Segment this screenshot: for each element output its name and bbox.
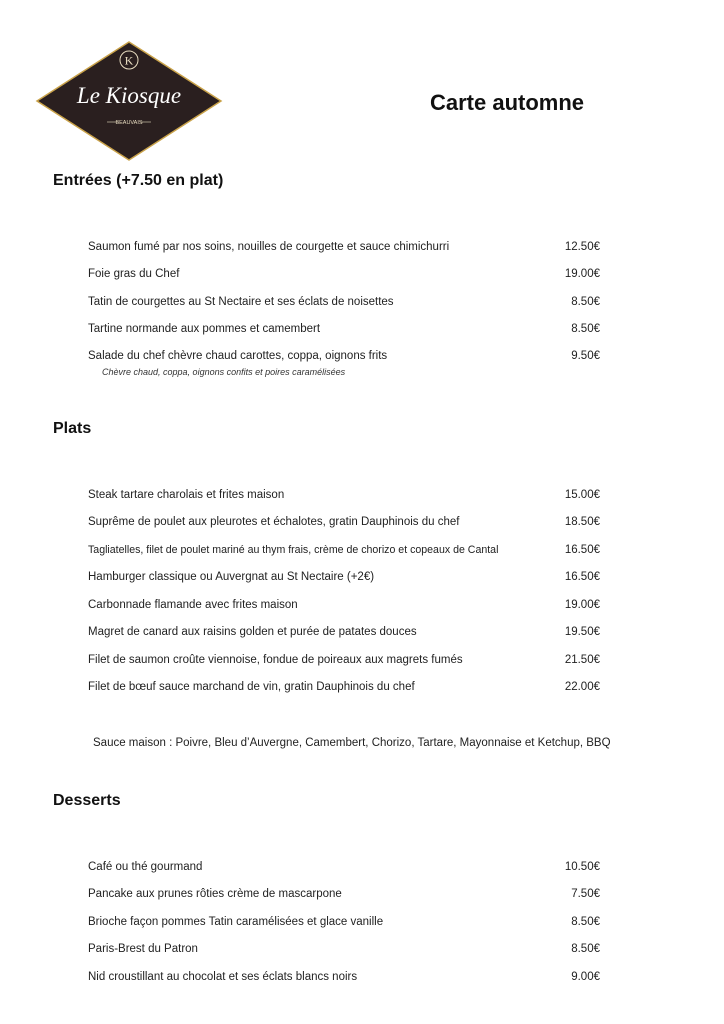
item-price: 9.50€ [571, 350, 600, 362]
menu-item [88, 568, 600, 586]
item-name: Pancake aux prunes rôties crème de mascarpone [88, 888, 342, 900]
item-price: 10.50€ [564, 861, 600, 873]
item-name: Suprême de poulet aux pleurotes et échalotes, gratin Dauphinois du chef [88, 516, 460, 528]
item-price: 19.00€ [564, 268, 600, 280]
menu-item [88, 293, 600, 311]
logo-name: Le Kiosque [76, 83, 182, 108]
menu-title: Carte automne [430, 90, 585, 115]
item-name: Brioche façon pommes Tatin caramélisées et glace vanille [88, 916, 384, 928]
menu-item [88, 940, 600, 958]
item-price: 16.50€ [564, 544, 600, 556]
menu-item [88, 913, 600, 931]
item-price: 8.50€ [571, 916, 600, 928]
item-name: Saumon fumé par nos soins, nouilles de courgette et sauce chimichurri [88, 241, 450, 253]
item-price: 8.50€ [571, 323, 600, 335]
item-price: 22.00€ [564, 681, 600, 693]
menu-item [88, 486, 600, 504]
logo-diamond [35, 40, 223, 162]
item-price: 21.50€ [564, 654, 600, 666]
item-description: Chèvre chaud, coppa, oignons confits et poires caramélisées [102, 367, 346, 377]
section-title-desserts: Desserts [53, 792, 121, 809]
item-name: Tatin de courgettes au St Nectaire et ses éclats de noisettes [88, 296, 394, 308]
menu-item [88, 623, 600, 641]
item-name: Magret de canard aux raisins golden et purée de patates douces [88, 626, 417, 638]
item-name: Steak tartare charolais et frites maison [88, 489, 285, 501]
item-price: 7.50€ [571, 888, 600, 900]
item-price: 8.50€ [571, 943, 600, 955]
item-name: Carbonnade flamande avec frites maison [88, 599, 298, 611]
section-title-plats: Plats [53, 420, 92, 437]
item-name: Tagliatelles, filet de poulet mariné au thym frais, crème de chorizo et copeaux de Cantal [88, 544, 499, 556]
item-name: Filet de saumon croûte viennoise, fondue de poireaux aux magrets fumés [88, 654, 463, 666]
item-price: 16.50€ [564, 571, 600, 583]
item-name: Nid croustillant au chocolat et ses éclats blancs noirs [88, 971, 358, 983]
logo-city: BEAUVAIS [115, 120, 143, 126]
item-name: Filet de bœuf sauce marchand de vin, gratin Dauphinois du chef [88, 681, 415, 693]
item-name: Tartine normande aux pommes et camembert [88, 323, 321, 335]
item-price: 12.50€ [564, 241, 600, 253]
menu-item [88, 238, 600, 256]
menu-item [88, 651, 600, 669]
item-price: 8.50€ [571, 296, 600, 308]
item-name: Salade du chef chèvre chaud carottes, coppa, oignons frits [88, 350, 388, 362]
menu-item [88, 541, 600, 559]
item-name: Café ou thé gourmand [88, 861, 203, 873]
menu-item [88, 885, 600, 903]
menu-item [88, 858, 600, 876]
item-price: 19.00€ [564, 599, 600, 611]
section-title-entrees: Entrées (+7.50 en plat) [53, 172, 224, 189]
item-price: 19.50€ [564, 626, 600, 638]
menu-item [88, 265, 600, 283]
menu-item [88, 596, 600, 614]
item-name: Foie gras du Chef [88, 268, 180, 280]
restaurant-logo [35, 40, 223, 162]
item-price: 9.00€ [571, 971, 600, 983]
item-price: 15.00€ [564, 489, 600, 501]
sauce-note: Sauce maison : Poivre, Bleu d’Auvergne, Camembert, Chorizo, Tartare, Mayonnaise et Ketchup, BBQ [93, 737, 611, 749]
menu-item [88, 968, 600, 986]
item-name: Paris-Brest du Patron [88, 943, 198, 955]
item-price: 18.50€ [564, 516, 600, 528]
menu-item [88, 347, 600, 377]
item-name: Hamburger classique ou Auvergnat au St Nectaire (+2€) [88, 571, 375, 583]
menu-item [88, 320, 600, 338]
logo-letter: K [124, 53, 134, 68]
menu-item [88, 678, 600, 696]
menu-item [88, 513, 600, 531]
